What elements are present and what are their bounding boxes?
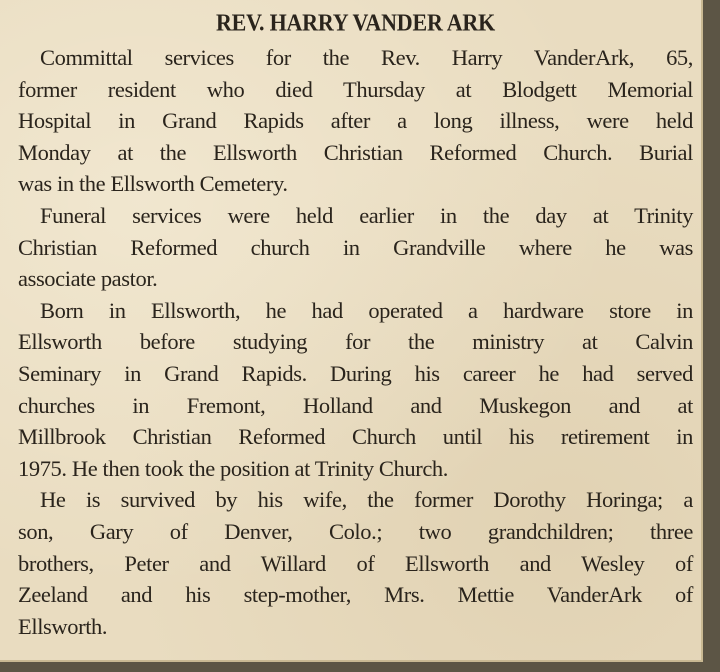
- obituary-paragraph-2: [18, 200, 693, 295]
- text-line: was in the Ellsworth Cemetery.: [18, 171, 288, 197]
- text-line: son, Gary of Denver, Colo.; two grandchildren; three: [18, 518, 693, 544]
- text-line: Monday at the Ellsworth Christian Reformed Church. Burial: [18, 139, 693, 165]
- obituary-paragraph-1: [18, 42, 693, 200]
- text-line: Ellsworth.: [18, 613, 108, 639]
- text-line: Funeral services were held earlier in the day at Trinity: [40, 202, 693, 228]
- obituary-headline: REV. HARRY VANDER ARK: [215, 8, 496, 36]
- text-line: Ellsworth before studying for the ministry at Calvin: [18, 329, 693, 355]
- text-line: brothers, Peter and Willard of Ellsworth and Wesley of: [18, 550, 693, 576]
- obituary-paragraph-3: [18, 295, 693, 485]
- text-line: Hospital in Grand Rapids after a long illness, were held: [18, 108, 693, 134]
- text-line: Committal services for the Rev. Harry VanderArk, 65,: [40, 45, 693, 70]
- text-line: associate pastor.: [18, 266, 158, 292]
- text-line: He is survived by his wife, the former Dorothy Horinga; a: [40, 487, 693, 513]
- obituary-paragraph-4: [18, 484, 693, 642]
- text-line: Seminary in Grand Rapids. During his career he had served: [18, 360, 693, 386]
- text-line: Millbrook Christian Reformed Church until his retirement in: [18, 424, 693, 450]
- text-line: 1975. He then took the position at Trinity Church.: [18, 455, 448, 481]
- text-line: churches in Fremont, Holland and Muskegon and at: [18, 392, 693, 418]
- text-line: Zeeland and his step-mother, Mrs. Mettie VanderArk of: [18, 582, 693, 608]
- text-line: Born in Ellsworth, he had operated a hardware store in: [40, 297, 693, 323]
- text-line: Christian Reformed church in Grandville where he was: [18, 234, 693, 260]
- text-line: former resident who died Thursday at Blodgett Memorial: [18, 76, 693, 102]
